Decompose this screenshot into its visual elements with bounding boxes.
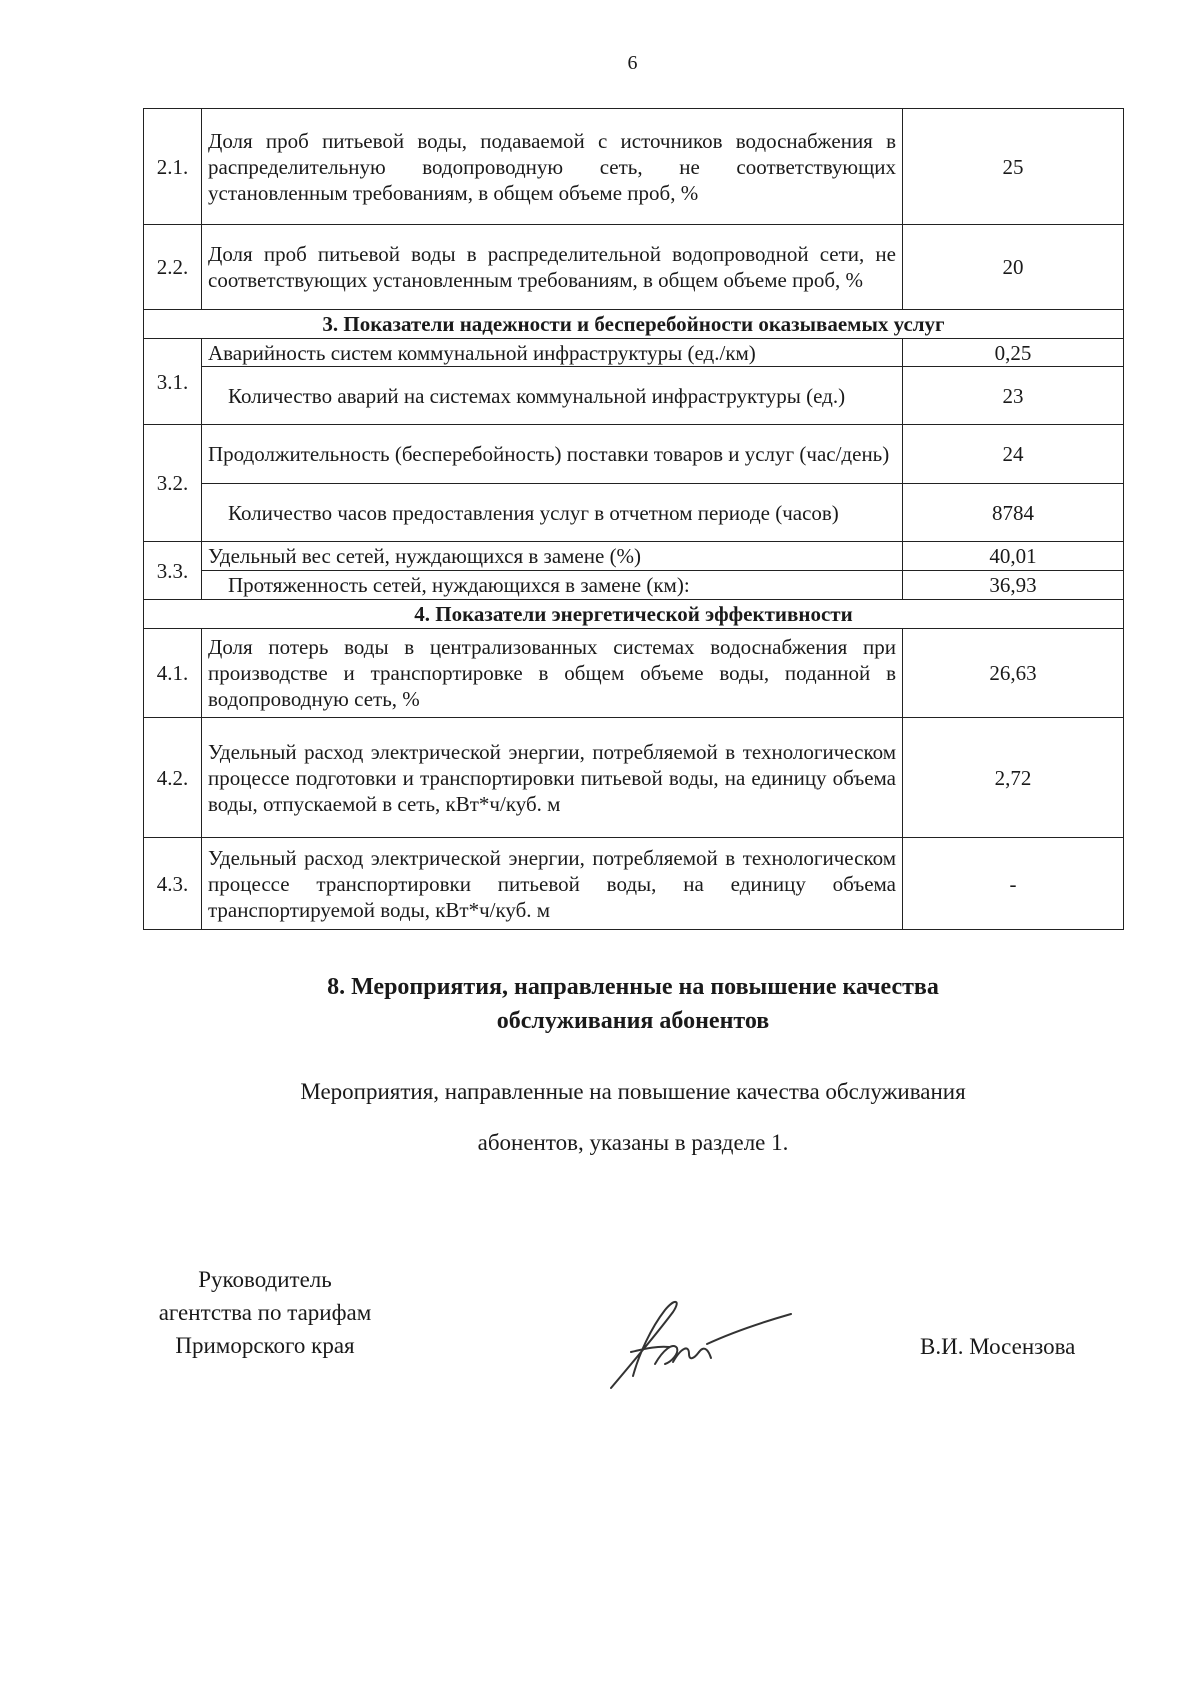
indicator-description: Количество часов предоставления услуг в отчетном периоде (часов) xyxy=(202,484,903,542)
position-line: Приморского края xyxy=(175,1333,355,1358)
heading-line: обслуживания абонентов xyxy=(496,1008,770,1034)
row-number: 3.3. xyxy=(144,542,202,600)
section-8-heading xyxy=(143,970,1123,1038)
table-row xyxy=(144,339,1124,367)
row-number: 2.2. xyxy=(144,225,202,310)
indicator-description: Аварийность систем коммунальной инфраструктуры (ед./км) xyxy=(202,339,903,367)
page-number: 6 xyxy=(627,52,638,74)
table-row xyxy=(144,838,1124,930)
table-row xyxy=(144,718,1124,838)
table-row xyxy=(144,109,1124,225)
heading-line: 8. Мероприятия, направленные на повышение качества xyxy=(327,974,939,1000)
indicator-value: 2,72 xyxy=(903,718,1124,838)
indicator-description: Доля проб питьевой воды в распределительной водопроводной сети, не соответствующих установленным требованиям, в общем объеме проб, % xyxy=(202,225,903,310)
section-title: 4. Показатели энергетической эффективности xyxy=(144,600,1124,629)
indicator-value: 0,25 xyxy=(903,339,1124,367)
signer-position xyxy=(130,1263,400,1362)
indicator-value: 36,93 xyxy=(903,571,1124,600)
indicator-value: 26,63 xyxy=(903,629,1124,718)
indicator-value: 24 xyxy=(903,425,1124,484)
table-row xyxy=(144,629,1124,718)
table-row xyxy=(144,225,1124,310)
position-line: агентства по тарифам xyxy=(158,1300,372,1325)
indicator-value: 23 xyxy=(903,367,1124,425)
indicator-description: Протяженность сетей, нуждающихся в замене (км): xyxy=(202,571,903,600)
indicator-description: Продолжительность (бесперебойность) поставки товаров и услуг (час/день) xyxy=(202,425,903,484)
paragraph-line: Мероприятия, направленные на повышение качества обслуживания xyxy=(300,1079,966,1104)
indicator-description: Удельный вес сетей, нуждающихся в замене (%) xyxy=(202,542,903,571)
table-row xyxy=(144,542,1124,571)
section-header-row xyxy=(144,310,1124,339)
section-8-text xyxy=(143,1066,1123,1168)
position-line: Руководитель xyxy=(198,1267,332,1292)
row-number: 4.3. xyxy=(144,838,202,930)
table-row xyxy=(144,484,1124,542)
signer-name: В.И. Мосензова xyxy=(920,1334,1076,1359)
indicator-description: Доля проб питьевой воды, подаваемой с источников водоснабжения в распределительную водопроводную сеть, не соответствующих установленным требованиям, в общем объеме проб, % xyxy=(202,109,903,225)
table-row xyxy=(144,571,1124,600)
table-row xyxy=(144,367,1124,425)
table-row xyxy=(144,425,1124,484)
indicator-value: - xyxy=(903,838,1124,930)
indicator-value: 8784 xyxy=(903,484,1124,542)
section-title: 3. Показатели надежности и бесперебойности оказываемых услуг xyxy=(144,310,1124,339)
row-number: 3.1. xyxy=(144,339,202,425)
indicator-description: Количество аварий на системах коммунальной инфраструктуры (ед.) xyxy=(202,367,903,425)
paragraph-line: абонентов, указаны в разделе 1. xyxy=(477,1130,789,1155)
indicator-value: 40,01 xyxy=(903,542,1124,571)
row-number: 4.2. xyxy=(144,718,202,838)
row-number: 3.2. xyxy=(144,425,202,542)
indicator-description: Удельный расход электрической энергии, потребляемой в технологическом процессе транспортировки питьевой воды, на единицу объема транспортируемой воды, кВт*ч/куб. м xyxy=(202,838,903,930)
row-number: 2.1. xyxy=(144,109,202,225)
indicators-table xyxy=(143,108,1124,930)
indicator-value: 25 xyxy=(903,109,1124,225)
row-number: 4.1. xyxy=(144,629,202,718)
section-header-row xyxy=(144,600,1124,629)
indicator-description: Доля потерь воды в централизованных системах водоснабжения при производстве и транспортировке в общем объеме воды, поданной в водопроводную сеть, % xyxy=(202,629,903,718)
handwritten-signature xyxy=(603,1292,793,1392)
indicator-description: Удельный расход электрической энергии, потребляемой в технологическом процессе подготовки и транспортировки питьевой воды, на единицу объема воды, отпускаемой в сеть, кВт*ч/куб. м xyxy=(202,718,903,838)
indicator-value: 20 xyxy=(903,225,1124,310)
